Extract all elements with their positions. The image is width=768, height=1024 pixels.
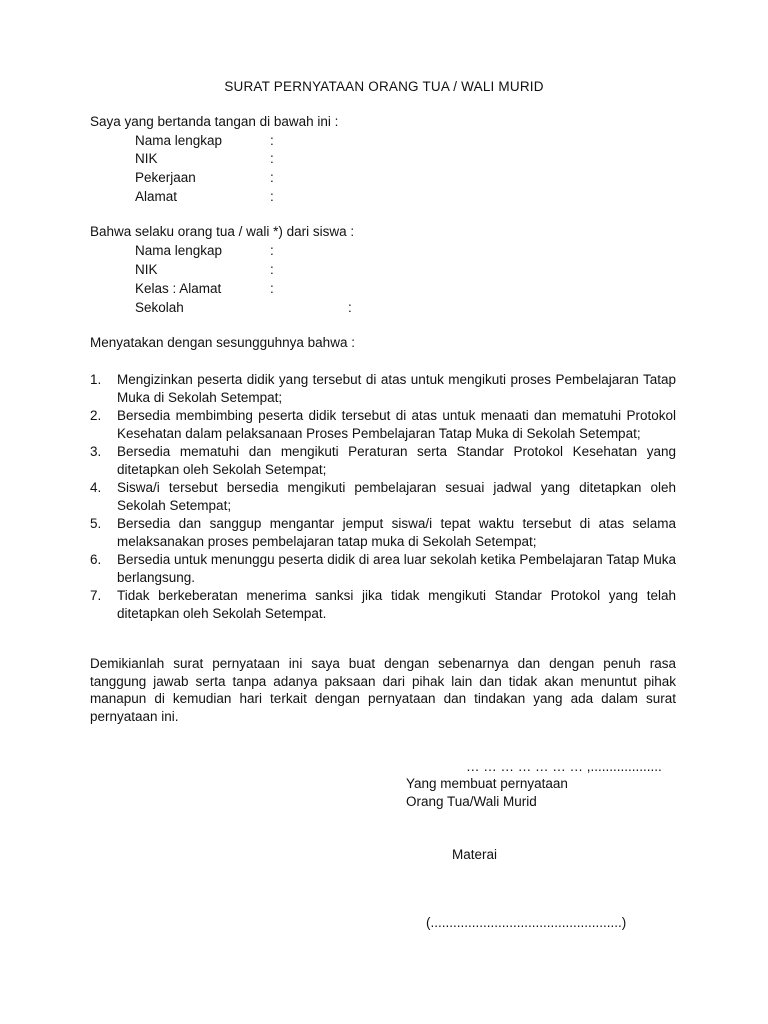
- parent-field-colon: :: [270, 170, 274, 185]
- student-field-label: Sekolah: [135, 300, 184, 315]
- list-item-number: 2.: [90, 408, 102, 423]
- list-item-number: 3.: [90, 444, 102, 459]
- list-item: [90, 443, 676, 478]
- student-field-label: NIK: [135, 262, 158, 277]
- list-item-text: Mengizinkan peserta didik yang tersebut di atas untuk mengikuti proses Pembelajaran Tatap Muka di Sekolah Setempat;: [117, 372, 676, 405]
- signer-role: Orang Tua/Wali Murid: [406, 794, 537, 809]
- statement-intro-text: Menyatakan dengan sesungguhnya bahwa :: [90, 335, 355, 350]
- parent-field-label: Pekerjaan: [135, 170, 196, 185]
- student-field-label: Kelas : Alamat: [135, 281, 222, 296]
- statement-list: [90, 371, 676, 622]
- list-item: [90, 587, 676, 622]
- list-item-number: 1.: [90, 372, 102, 387]
- list-item: [90, 515, 676, 550]
- parent-field-label: NIK: [135, 151, 158, 166]
- student-field-colon: :: [270, 262, 274, 277]
- student-field-colon: :: [348, 300, 352, 315]
- parent-field-colon: :: [270, 151, 274, 166]
- list-item-number: 5.: [90, 516, 102, 531]
- parent-field-colon: :: [270, 189, 274, 204]
- list-item-number: 4.: [90, 480, 102, 495]
- parent-field-colon: :: [270, 133, 274, 148]
- signer-title: Yang membuat pernyataan: [406, 776, 568, 791]
- list-item-text: Bersedia mematuhi dan mengikuti Peraturan serta Standar Protokol Kesehatan yang ditetapkan oleh Sekolah Setempat;: [117, 444, 676, 477]
- student-field-colon: :: [270, 243, 274, 258]
- list-item-text: Bersedia membimbing peserta didik tersebut di atas untuk menaati dan mematuhi Protokol Kesehatan dalam pelaksanaan Proses Pembelajaran Tatap Muka di Sekolah Setempat;: [117, 408, 676, 441]
- list-item: [90, 479, 676, 514]
- parent-field-label: Alamat: [135, 189, 178, 204]
- student-field-label: Nama lengkap: [135, 243, 223, 258]
- student-intro-text: Bahwa selaku orang tua / wali *) dari siswa :: [90, 224, 355, 239]
- list-item: [90, 407, 676, 442]
- list-item: [90, 371, 676, 406]
- list-item-number: 7.: [90, 588, 102, 603]
- closing-paragraph: Demikianlah surat pernyataan ini saya buat dengan sebenarnya dan dengan penuh rasa tanggung jawab serta tanpa adanya paksaan dari pihak lain dan tidak akan menuntut pihak manapun di kemudian hari terkait dengan pernyataan dan tindakan yang ada dalam surat pernyataan ini.: [90, 656, 676, 724]
- signature-name-line: (...................................................): [426, 915, 627, 930]
- list-item-text: Bersedia dan sanggup mengantar jemput siswa/i tepat waktu tersebut di atas selama melaksanakan proses pembelajaran tatap muka di Sekolah Setempat;: [117, 516, 676, 549]
- list-item-text: Siswa/i tersebut bersedia mengikuti pembelajaran sesuai jadwal yang ditetapkan oleh Sekolah Setempat;: [117, 480, 676, 513]
- student-field-colon: :: [270, 281, 274, 296]
- parent-field-label: Nama lengkap: [135, 133, 223, 148]
- list-item-number: 6.: [90, 552, 102, 567]
- list-item-text: Bersedia untuk menunggu peserta didik di area luar sekolah ketika Pembelajaran Tatap Muka berlangsung.: [117, 552, 676, 585]
- list-item: [90, 551, 676, 586]
- document-title: SURAT PERNYATAAN ORANG TUA / WALI MURID: [224, 79, 544, 94]
- place-date-line: … … … … … … … ,...................: [466, 759, 662, 774]
- stamp-label: Materai: [452, 847, 498, 862]
- intro-text: Saya yang bertanda tangan di bawah ini :: [90, 114, 339, 129]
- list-item-text: Tidak berkeberatan menerima sanksi jika tidak mengikuti Standar Protokol yang telah ditetapkan oleh Sekolah Setempat.: [117, 588, 676, 621]
